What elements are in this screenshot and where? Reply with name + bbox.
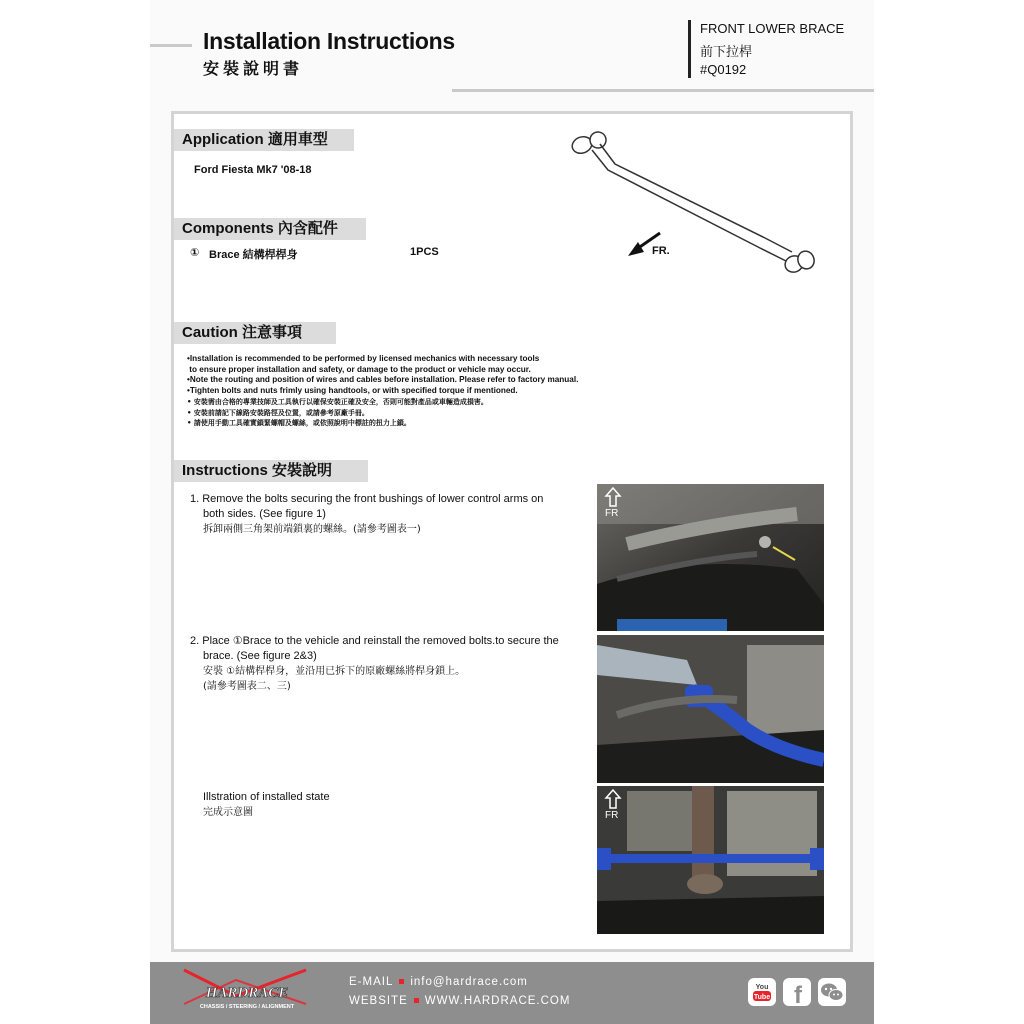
application-heading: Application 適用車型 bbox=[174, 129, 354, 151]
step-2-line: 2. Place ①Brace to the vehicle and reinstall the removed bolts.to secure the bbox=[190, 635, 559, 647]
red-bullet bbox=[399, 979, 404, 984]
facebook-icon[interactable] bbox=[783, 978, 811, 1006]
hardrace-logo bbox=[176, 966, 318, 1010]
installed-state-zh: 完成示意圖 bbox=[203, 807, 253, 818]
figure-2-photo bbox=[597, 635, 824, 783]
product-name: FRONT LOWER BRACE bbox=[700, 21, 845, 36]
step-2-line: brace. (See figure 2&3) bbox=[203, 650, 317, 662]
header-rule-left bbox=[150, 44, 192, 47]
instructions-heading: Instructions 安裝說明 bbox=[174, 460, 368, 482]
step-1-text bbox=[190, 492, 543, 537]
step-1-zh: 拆卸兩側三角架前端鎖裏的螺絲。(請參考圖表一) bbox=[203, 524, 421, 535]
step-1-line: both sides. (See figure 1) bbox=[203, 508, 326, 520]
red-bullet bbox=[414, 998, 419, 1003]
website-label: WEBSITE bbox=[349, 995, 408, 1007]
step-2-zh: (請參考圖表二、三) bbox=[203, 681, 291, 692]
figure-3-fr-label: FR bbox=[605, 810, 619, 821]
caution-line: • 請使用手動工具確實鎖緊螺帽及螺絲，或依照說明中標註的扭力上鎖。 bbox=[187, 419, 411, 428]
component-name: Brace 結構桿桿身 bbox=[209, 249, 298, 261]
component-marker: ① bbox=[190, 247, 200, 259]
brace-drawing bbox=[570, 130, 817, 275]
figure-1-image bbox=[597, 484, 824, 631]
caution-line: •Note the routing and position of wires and cables before installation. Please refer to factory manual. bbox=[187, 375, 579, 385]
front-direction-label: FR. bbox=[652, 245, 670, 257]
svg-text:You: You bbox=[755, 984, 769, 991]
page-title: Installation Instructions bbox=[203, 28, 455, 54]
caution-heading: Caution 注意事項 bbox=[174, 322, 336, 344]
logo-tagline: CHASSIS / STEERING / ALIGNMENT bbox=[199, 1004, 295, 1010]
svg-text:f: f bbox=[794, 982, 802, 1006]
caution-line: to ensure proper installation and safety, or damage to the product or vehicle may occur. bbox=[187, 364, 531, 374]
svg-text:Tube: Tube bbox=[753, 994, 771, 1001]
footer-website bbox=[349, 995, 570, 1007]
wechat-icon[interactable] bbox=[818, 978, 846, 1006]
header-rule-right bbox=[452, 89, 874, 92]
caution-line: •Tighten bolts and nuts frimly using handtools, or with specified torque if mentioned. bbox=[187, 386, 518, 396]
logo-brand-text: HARDRACE bbox=[205, 985, 289, 1001]
figure-2-image bbox=[597, 635, 824, 783]
step-2-zh: 安裝 ①結構桿桿身，並沿用已拆下的原廠螺絲將桿身鎖上。 bbox=[203, 666, 466, 677]
figure-1-photo bbox=[597, 484, 824, 631]
product-name-zh: 前下拉桿 bbox=[700, 45, 753, 60]
installed-state-en: Illstration of installed state bbox=[203, 791, 330, 803]
figure-1-fr-label: FR bbox=[605, 508, 619, 519]
website-link[interactable]: WWW.HARDRACE.COM bbox=[424, 995, 571, 1007]
product-code: #Q0192 bbox=[700, 62, 747, 77]
vehicle-fitment: Ford Fiesta Mk7 '08-18 bbox=[194, 164, 312, 176]
figure-3-image bbox=[597, 786, 824, 934]
product-divider bbox=[688, 20, 691, 78]
components-heading: Components 內含配件 bbox=[174, 218, 366, 240]
footer-email bbox=[349, 976, 528, 988]
caution-line: •Installation is recommended to be performed by licensed mechanics with necessary tools bbox=[187, 354, 540, 363]
component-qty: 1PCS bbox=[410, 246, 439, 258]
caution-line: • 安裝前請記下線路安裝路徑及位置，或請參考原廠手冊。 bbox=[187, 408, 369, 417]
youtube-icon[interactable] bbox=[748, 978, 776, 1006]
brace-diagram bbox=[560, 120, 830, 290]
installed-state-caption bbox=[203, 790, 330, 820]
caution-line: • 安裝需由合格的專業技師及工具執行以確保安裝正確及安全，否則可能對產品或車輛造成損害。 bbox=[187, 397, 488, 406]
step-2-text bbox=[190, 634, 559, 694]
step-1-line: 1. Remove the bolts securing the front bushings of lower control arms on bbox=[190, 493, 544, 505]
page-subtitle: 安裝說明書 bbox=[203, 59, 304, 78]
figure-3-photo bbox=[597, 786, 824, 934]
email-link[interactable]: info@hardrace.com bbox=[410, 976, 528, 988]
caution-list bbox=[187, 354, 578, 429]
email-label: E-MAIL bbox=[349, 976, 394, 988]
